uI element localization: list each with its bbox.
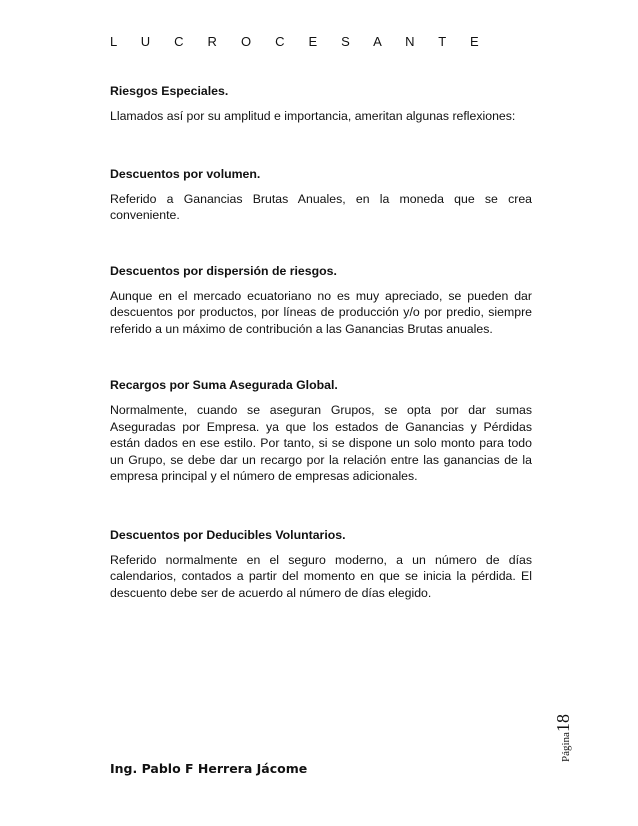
section-title: Descuentos por volumen. <box>110 166 261 181</box>
footer-author: Ing. Pablo F Herrera Jácome <box>110 761 308 776</box>
section-title: Riesgos Especiales. <box>110 84 229 98</box>
section-title: Descuentos por dispersión de riesgos. <box>110 263 337 278</box>
section-body: Llamados así por su amplitud e importancia, ameritan algunas reflexiones: <box>110 109 516 123</box>
document-body <box>110 84 532 601</box>
page-label: Página <box>560 732 572 762</box>
section-body: Aunque en el mercado ecuatoriano no es muy apreciado, se pueden dar descuentos por productos, por líneas de producción y/o por predio, siempre referido a un máximo de contribución a las Ganancias Brutas anuales. <box>110 288 532 336</box>
section-descuentos-volumen <box>110 167 532 224</box>
section-title: Recargos por Suma Asegurada Global. <box>110 378 338 392</box>
section-descuentos-deducibles <box>110 528 532 602</box>
section-descuentos-dispersion <box>110 264 532 338</box>
section-riesgos-especiales <box>110 84 532 125</box>
section-body: Referido a Ganancias Brutas Anuales, en la moneda que se crea conveniente. <box>110 191 532 222</box>
section-title: Descuentos por Deducibles Voluntarios. <box>110 527 346 542</box>
page-number-value: 18 <box>553 714 573 733</box>
section-body: Normalmente, cuando se aseguran Grupos, se opta por dar sumas Aseguradas por Empresa. ya que los estados de Ganancias y Pérdidas están dados en ese estilo. Por tanto, si se dispone un solo monto para todo un Grupo, se debe dar un recargo por la relación entre las ganancias de la empresa principal y el número de empresas adicionales. <box>110 403 532 483</box>
section-recargos-suma-global <box>110 378 532 485</box>
page-number <box>553 692 577 762</box>
running-header: L U C R O C E S A N T E <box>110 34 489 49</box>
section-body: Referido normalmente en el seguro moderno, a un número de días calendarios, contados a partir del momento en que se inicia la pérdida. El descuento debe ser de acuerdo al número de días elegido. <box>110 552 532 600</box>
